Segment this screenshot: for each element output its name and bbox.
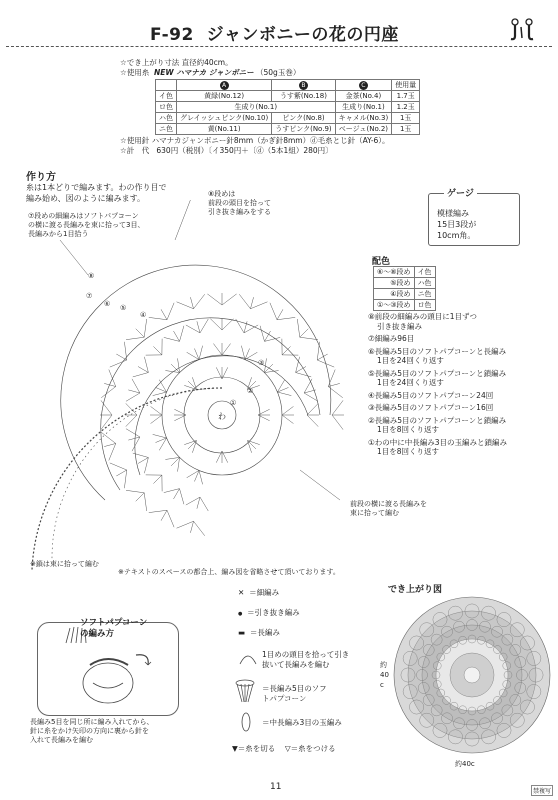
stitch-fan	[146, 475, 162, 491]
instructions-line: 編み始め、図のように編みます。	[26, 194, 146, 203]
stitch-fan	[110, 463, 127, 488]
row-number: ②	[247, 387, 254, 395]
table-cell: 1玉	[392, 113, 420, 124]
tools-spec	[120, 136, 390, 146]
stitch-fan	[177, 294, 205, 309]
instructions-line: 糸は1本どりで編みます。わの作り目で	[26, 183, 167, 192]
table-row	[374, 300, 436, 311]
variant-a-badge: A	[220, 81, 229, 90]
round-instruction	[368, 334, 554, 344]
gauge-line: 15目3段が	[437, 220, 477, 229]
yarn-table-wrap	[155, 79, 420, 135]
stitch-fan	[149, 303, 174, 320]
stitch-fan	[296, 357, 312, 377]
table-cell: 黄(No.11)	[177, 124, 272, 135]
note-row7	[28, 212, 144, 239]
round-instruction	[368, 416, 554, 435]
yarn-brand: NEW ハマナカ ジャンボニー	[154, 68, 254, 77]
note-line: 束に拾って編む	[350, 509, 399, 517]
yarn-header-cell	[177, 80, 272, 91]
table-cell: イ色	[414, 267, 435, 278]
round-number: ⑤	[368, 368, 375, 378]
round-number: ⑧	[368, 312, 375, 321]
popcorn-line: 入れて長編みを編む	[30, 736, 93, 744]
stitch-fan	[126, 379, 140, 401]
tools-label: ☆使用針	[120, 136, 150, 145]
table-cell: 黄緑(No.12)	[177, 91, 272, 102]
stitch-fan	[184, 440, 196, 452]
finished-title: でき上がり図	[388, 585, 443, 595]
slip-stitch-icon: ●	[238, 611, 243, 617]
table-cell: ロ色	[156, 102, 177, 113]
round-text: 前段の細編みの頭目に1目ずつ	[374, 312, 478, 321]
legend-dc	[238, 628, 280, 638]
stitch-fan	[133, 453, 149, 473]
yarn-header-cell: 使用量	[392, 80, 420, 91]
stitch-fan	[153, 434, 167, 450]
row8-arc	[32, 388, 222, 570]
round-instruction	[368, 391, 554, 401]
gauge-box	[428, 193, 520, 246]
gauge-title: ゲージ	[444, 186, 477, 199]
yarn-header-cell	[335, 80, 392, 91]
round-instruction	[368, 403, 554, 413]
table-cell: 1玉	[392, 124, 420, 135]
stitch-fan	[332, 400, 344, 429]
header-divider	[6, 46, 552, 47]
round-text: 1目を24回くり返す	[377, 356, 444, 365]
round-text: 細編み96目	[374, 334, 415, 343]
copy-notice: 禁複写	[531, 785, 553, 796]
pattern-code: F-92	[150, 25, 194, 45]
note-line: ⑧段めは	[208, 190, 236, 198]
row-number: ⑥	[104, 300, 111, 308]
color-table-title: 配色	[372, 257, 391, 267]
stitch-fan	[282, 339, 298, 355]
note-line: 前段の頭目を拾って	[208, 199, 271, 207]
table-cell: ニ色	[414, 289, 435, 300]
stitch-fan	[270, 303, 295, 320]
table-row	[156, 113, 420, 124]
table-cell: うすピンク(No.9)	[272, 124, 335, 135]
yarn-spec	[120, 68, 300, 78]
gauge-line: 模様編み	[437, 209, 469, 218]
round-instruction	[368, 347, 554, 366]
popcorn-text	[30, 718, 153, 745]
table-cell: ピンク(No.8)	[272, 113, 335, 124]
join-label: ＝糸をつける	[290, 744, 336, 753]
rounds-list	[368, 312, 554, 460]
instructions-heading: 作り方	[26, 172, 56, 183]
size-value: 直径約40cm。	[181, 58, 233, 67]
price-label: ☆計 代	[120, 146, 150, 155]
popcorn-line: 長編み5目を同じ所に編み入れてから、	[30, 718, 154, 726]
pull-through-icon	[236, 648, 260, 666]
stitch-fan	[187, 470, 203, 484]
legend-label: ＝細編み	[249, 588, 280, 597]
row5-arc	[101, 318, 320, 490]
round-number: ⑦	[368, 334, 375, 343]
brand-logo-icon	[506, 18, 538, 42]
popcorn-title-line: の編み方	[80, 629, 115, 639]
finished-width-label: 約40c	[455, 760, 475, 768]
legend-sc	[238, 588, 279, 598]
note-line: の横に渡る長編みを束に拾って3目、	[28, 221, 145, 229]
popcorn-title-line: ソフトパプコーン	[80, 618, 148, 628]
note-row8	[208, 190, 271, 217]
round-instruction	[368, 312, 554, 331]
text-space-note: ※テキストのスペースの都合上、編み図を省略させて頂いております。	[118, 568, 340, 576]
round-number: ②	[368, 415, 375, 425]
size-label: ☆でき上がり寸法	[120, 58, 180, 67]
row-number: ①	[230, 399, 237, 407]
table-cell: グレイッシュピンク(No.10)	[177, 113, 272, 124]
row-number: ⑤	[120, 304, 127, 312]
table-cell: ④段め	[374, 289, 415, 300]
table-cell: ニ色	[156, 124, 177, 135]
center-ring-label: わ	[218, 412, 226, 421]
round-number: ①	[368, 437, 375, 447]
table-row	[156, 91, 420, 102]
stitch-fan	[177, 521, 205, 536]
table-cell: 1.7玉	[392, 91, 420, 102]
finished-height-label	[380, 660, 390, 690]
round-instruction	[368, 438, 554, 457]
cut-label: ＝糸を切る	[237, 744, 276, 753]
stitch-fan	[126, 490, 147, 511]
round-number: ③	[368, 403, 375, 412]
stitch-fan	[307, 403, 319, 426]
price-spec	[120, 146, 333, 156]
pattern-title	[150, 20, 399, 45]
row-number: ⑧	[88, 272, 95, 280]
table-cell: ベージュ(No.2)	[335, 124, 392, 135]
table-cell: 1.2玉	[392, 102, 420, 113]
note-line: 長編みから1目拾う	[28, 230, 89, 238]
table-row	[374, 289, 436, 300]
stitch-fan	[207, 293, 236, 305]
finished-rug-illustration	[392, 595, 552, 755]
single-crochet-icon: ✕	[238, 588, 245, 597]
stitch-fan	[260, 326, 280, 342]
join-thread-icon: ▽	[284, 744, 291, 753]
table-cell: ⑤段め	[374, 278, 415, 289]
stitch-fan	[126, 319, 147, 340]
page-number: 11	[270, 782, 282, 792]
table-cell: ロ色	[414, 300, 435, 311]
stitch-fan	[239, 294, 267, 309]
stitch-fan	[100, 400, 112, 429]
round-text: 1目を8回くり返す	[377, 425, 440, 434]
stitch-fan	[164, 489, 184, 505]
round-text: 長編み5目のソフトパプコーンと鎖編み	[374, 415, 507, 425]
stitch-fan	[153, 380, 167, 396]
stitch-fan	[213, 343, 230, 355]
note-line: 前段の横に渡る長編みを	[350, 500, 427, 508]
table-row	[374, 278, 436, 289]
round-text: 長編み5目のソフトパプコーンと長編み	[374, 346, 507, 356]
table-cell: ①～③段め	[374, 300, 415, 311]
round-text: 1目を8回くり返す	[377, 447, 440, 456]
stitch-fan	[186, 319, 208, 333]
popcorn-title	[80, 618, 147, 640]
color-table-wrap	[373, 266, 436, 311]
legend-popcorn: ＝長編み5目のソフトパプコーン	[262, 684, 327, 703]
pattern-name: ジャンボニーの花の円座	[206, 25, 399, 45]
round-text: 長編み5目のソフトパプコーンと鎖編み	[374, 368, 507, 378]
table-row	[156, 102, 420, 113]
legend-pull: 1目めの頭目を拾って引き抜いて長編みを編む	[262, 650, 350, 669]
yarn-table	[155, 79, 420, 135]
row7-arc	[52, 388, 222, 560]
row-number: ⑦	[86, 292, 93, 300]
stitch-fan	[101, 370, 116, 398]
gauge-line: 10cm角。	[437, 231, 476, 240]
table-cell: キャメル(No.3)	[335, 113, 392, 124]
table-cell: ⑥～⑧段め	[374, 267, 415, 278]
table-cell: イ色	[156, 91, 177, 102]
stitch-fan	[149, 510, 174, 527]
double-crochet-icon: ▬	[238, 628, 246, 637]
round-text: わの中に中長編み3目の玉編みと鎖編み	[374, 437, 508, 447]
stitch-fan	[110, 342, 127, 367]
stitch-fan	[317, 342, 334, 367]
stitch-fan	[247, 440, 259, 452]
stitch-fan	[126, 429, 140, 451]
round-text: 長編み5目のソフトパプコーン16回	[374, 403, 494, 412]
yarn-weight: （50g玉巻）	[256, 68, 301, 77]
yarn-header-cell	[272, 80, 335, 91]
size-spec	[120, 58, 233, 68]
table-row	[156, 124, 420, 135]
round-text: 1目を24回くり返す	[377, 378, 444, 387]
row-number: ④	[140, 311, 147, 319]
stitch-fan	[146, 339, 162, 355]
legend-slip	[238, 608, 300, 619]
yarn-label: ☆使用糸	[120, 68, 150, 77]
stitch-fan	[184, 377, 196, 389]
stitch-fan	[277, 380, 291, 396]
stitch-fan	[164, 326, 184, 342]
table-cell: 生成り(No.1)	[335, 102, 392, 113]
height-label-text: 約40c	[380, 661, 389, 689]
variant-c-badge: C	[359, 81, 368, 90]
stitch-fan	[282, 406, 294, 423]
round-text: 引き抜き編み	[377, 321, 422, 331]
row-number: ③	[258, 359, 265, 367]
color-table	[373, 266, 436, 311]
table-cell: ハ色	[156, 113, 177, 124]
legend-label: ＝引き抜き編み	[247, 608, 300, 617]
yarn-table-header	[156, 80, 420, 91]
popcorn-line: 針に糸をかけ矢印の方向に裏から針を	[30, 727, 149, 735]
popcorn-stitch-icon	[232, 678, 258, 704]
tools-value: ハマナカジャンボニー針8mm（かぎ針8mm）ⓓ毛糸とじ針（AY-6）。	[151, 136, 390, 145]
round-number: ④	[368, 390, 375, 400]
price-value: 630円（税別）〔イ350円＋〔ⓓ（5本1組）280円〕	[156, 146, 333, 155]
stitch-fan	[186, 497, 208, 511]
round-instruction	[368, 369, 554, 388]
round-number: ⑥	[368, 346, 375, 356]
round-text: 長編み5目のソフトパプコーン24回	[374, 390, 494, 400]
variant-b-badge: B	[299, 81, 308, 90]
note-chain: ※鎖は束に拾って編む	[30, 560, 99, 568]
yarn-header-cell	[156, 80, 177, 91]
stitch-fan	[264, 358, 278, 372]
stitch-fan	[165, 358, 179, 372]
note-line: ⑦段めの細編みはソフトパプコーン	[28, 212, 139, 220]
table-cell: 金茶(No.4)	[335, 91, 392, 102]
note-side	[350, 500, 427, 518]
bobble-stitch-icon	[238, 710, 254, 734]
stitch-fan	[241, 346, 257, 360]
stitch-fan	[236, 319, 258, 333]
row6-arc	[61, 265, 331, 500]
crochet-chart-diagram	[0, 200, 360, 570]
stitch-fan	[165, 457, 179, 471]
stitch-fan	[150, 406, 162, 423]
note-line: 引き抜き編みをする	[208, 208, 271, 216]
table-row	[374, 267, 436, 278]
legend-label: ＝長編み	[249, 628, 280, 637]
table-cell: ハ色	[414, 278, 435, 289]
stitch-fan	[133, 357, 149, 377]
table-cell: うす紫(No.18)	[272, 91, 335, 102]
legend-bobble: ＝中長編み3目の玉編み	[262, 718, 342, 727]
stitch-fan	[187, 346, 203, 360]
cut-thread-icon: ▼	[232, 744, 238, 753]
stitch-fan	[125, 403, 137, 426]
table-cell: 生成り(No.1)	[177, 102, 336, 113]
thread-marks	[232, 744, 336, 754]
